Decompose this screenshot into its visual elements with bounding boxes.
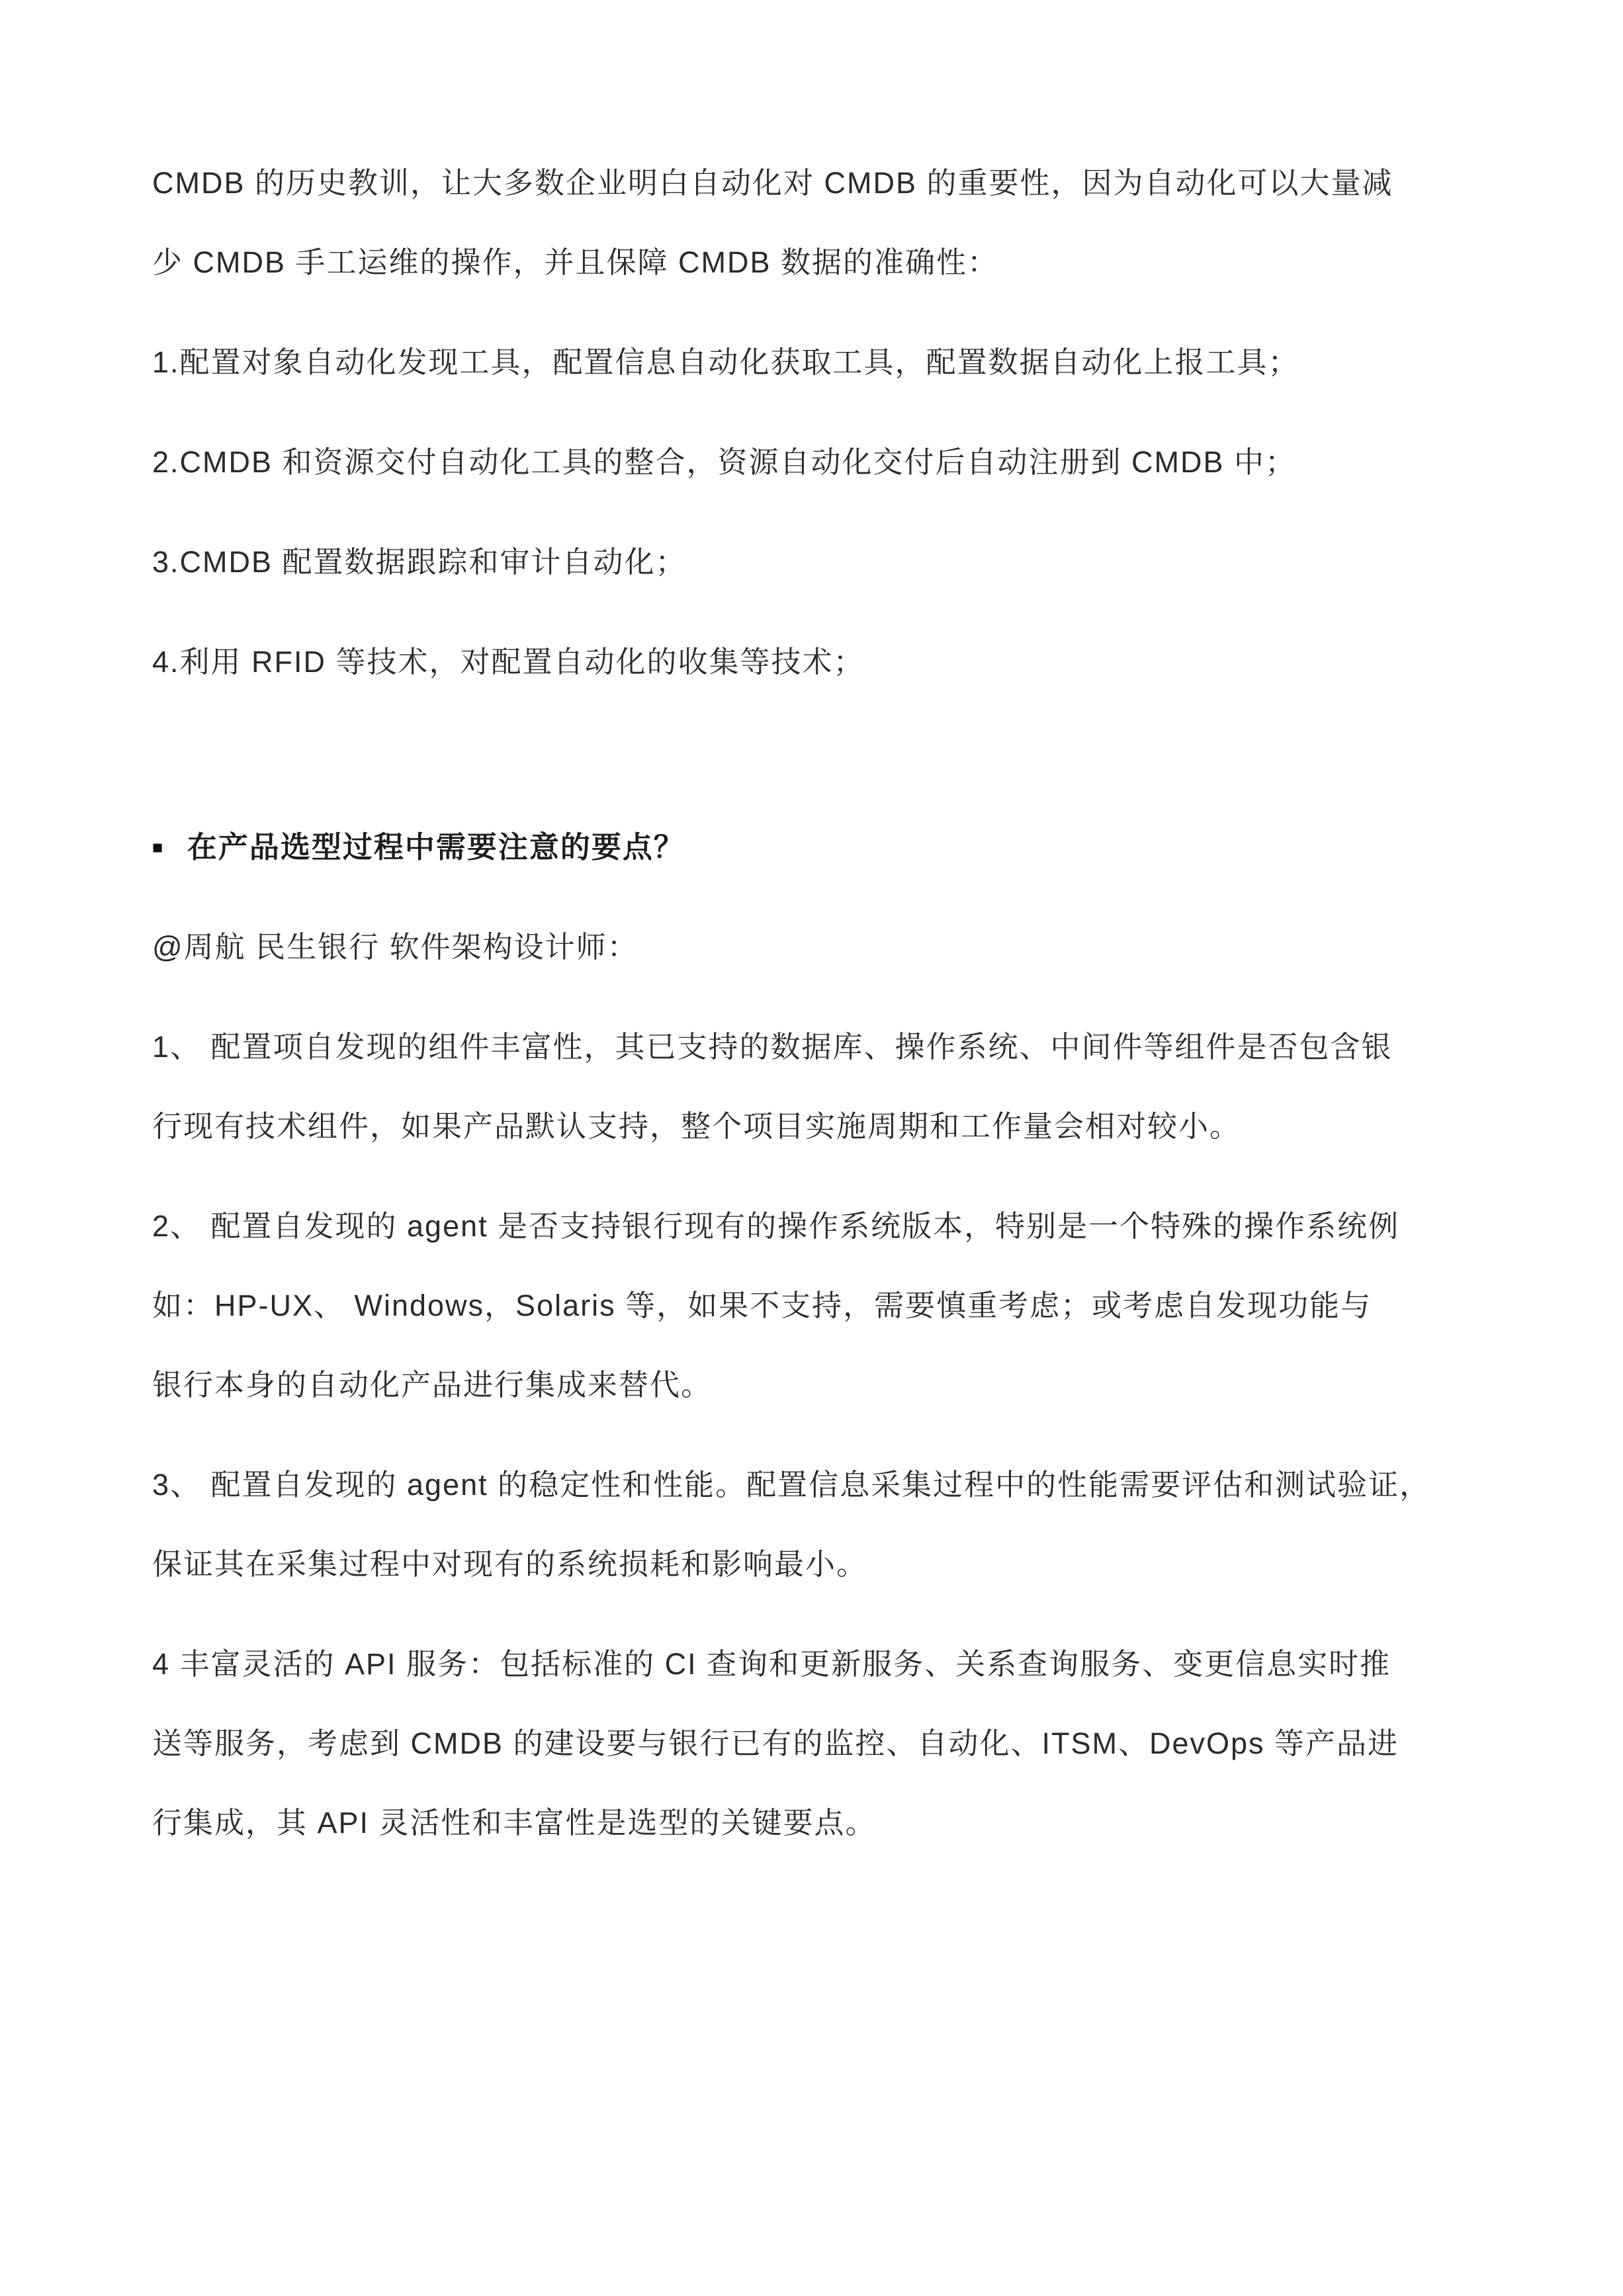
- intro-paragraph-line: CMDB 的历史教训，让大多数企业明白自动化对 CMDB 的重要性，因为自动化可以大量减: [152, 166, 1393, 200]
- answer-2-line: 银行本身的自动化产品进行集成来替代。: [152, 1368, 713, 1402]
- answer-4-line: 4 丰富灵活的 API 服务：包括标准的 CI 查询和更新服务、关系查询服务、变更信息实时推: [152, 1647, 1391, 1681]
- answer-1-line: 行现有技术组件，如果产品默认支持，整个项目实施周期和工作量会相对较小。: [152, 1109, 1241, 1143]
- numbered-point-1: 1.配置对象自动化发现工具，配置信息自动化获取工具，配置数据自动化上报工具；: [152, 345, 1299, 379]
- intro-paragraph-line: 少 CMDB 手工运维的操作，并且保障 CMDB 数据的准确性：: [152, 245, 999, 279]
- answer-2-line: 如：HP-UX、 Windows，Solaris 等，如果不支持，需要慎重考虑；或考虑自发现功能与: [152, 1289, 1372, 1322]
- answer-4-line: 送等服务，考虑到 CMDB 的建设要与银行已有的监控、自动化、ITSM、DevOps 等产品进: [152, 1726, 1399, 1760]
- section-heading-text: 在产品选型过程中需要注意的要点？: [187, 830, 685, 864]
- answer-1-line: 1、 配置项自发现的组件丰富性，其已支持的数据库、操作系统、中间件等组件是否包含银: [152, 1030, 1393, 1064]
- answer-2-line: 2、 配置自发现的 agent 是否支持银行现有的操作系统版本，特别是一个特殊的操作系统例: [152, 1209, 1400, 1243]
- section-heading: [152, 808, 1475, 887]
- numbered-point-4: 4.利用 RFID 等技术，对配置自动化的收集等技术；: [152, 645, 865, 679]
- answer-4-line: 行集成，其 API 灵活性和丰富性是选型的关键要点。: [152, 1806, 877, 1840]
- document-body: [152, 144, 1475, 1863]
- square-bullet-icon: ■: [152, 837, 165, 857]
- author-byline: @周航 民生银行 软件架构设计师：: [152, 930, 638, 964]
- answer-3-line: 保证其在采集过程中对现有的系统损耗和影响最小。: [152, 1547, 868, 1581]
- numbered-point-2: 2.CMDB 和资源交付自动化工具的整合，资源自动化交付后自动注册到 CMDB 中；: [152, 445, 1297, 479]
- answer-3-line: 3、 配置自发现的 agent 的稳定性和性能。配置信息采集过程中的性能需要评估和测试验证，: [152, 1468, 1431, 1502]
- numbered-point-3: 3.CMDB 配置数据跟踪和审计自动化；: [152, 545, 687, 579]
